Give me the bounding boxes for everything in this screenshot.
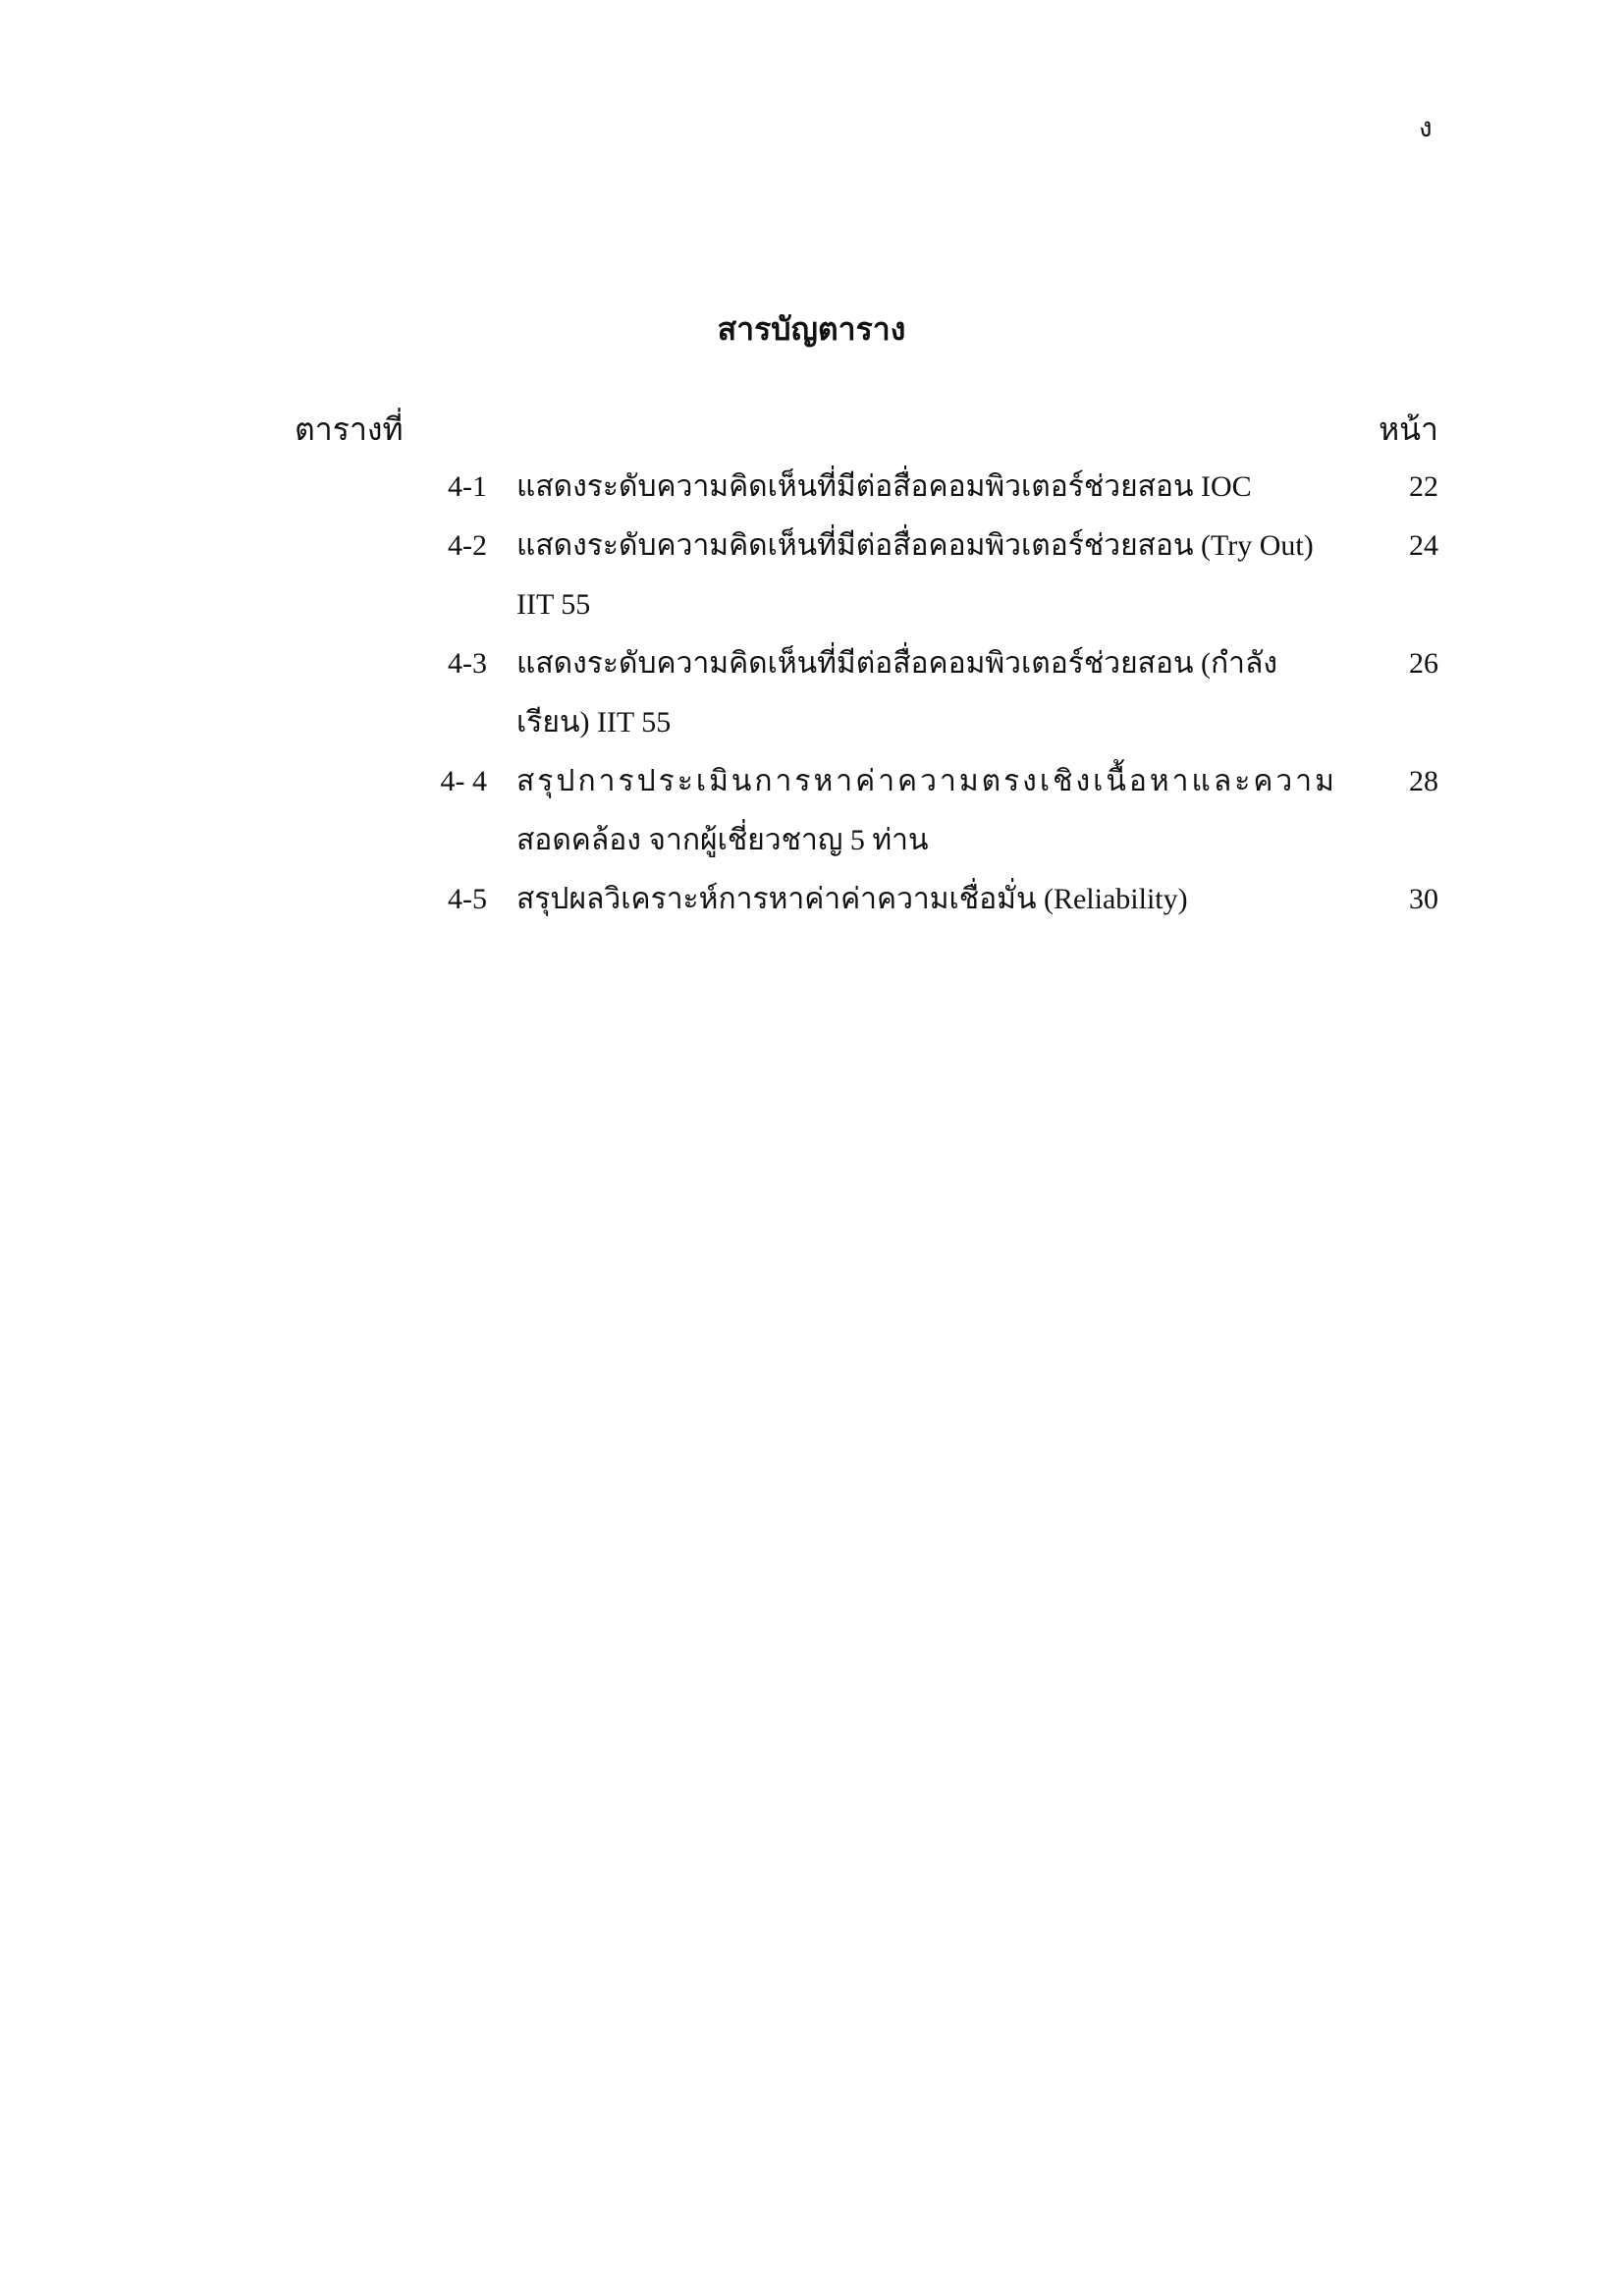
- page-number: ง: [1419, 113, 1433, 143]
- table-column-header: ตารางที่: [295, 411, 404, 447]
- toc-entry-line: แสดงระดับความคิดเห็นที่มีต่อสื่อคอมพิวเตอร์ช่วยสอน (Try Out): [516, 529, 1314, 562]
- toc-entry-page: 22: [1409, 470, 1438, 503]
- toc-entry-line: สรุปการประเมินการหาค่าความตรงเชิงเนื้อหาและความ: [516, 765, 1337, 797]
- toc-entry-text: [516, 517, 1314, 634]
- toc-entry-text: [516, 458, 1292, 517]
- toc-entry-page: 28: [1409, 765, 1438, 797]
- toc-entry-text: [516, 634, 1292, 752]
- toc-entry-line: IIT 55: [516, 588, 591, 621]
- toc-entry-line: เรียน) IIT 55: [516, 706, 672, 738]
- toc-entry-number: 4-5: [448, 883, 487, 915]
- toc-entry-number: 4-2: [448, 529, 487, 562]
- toc-entry-line: แสดงระดับความคิดเห็นที่มีต่อสื่อคอมพิวเตอร์ช่วยสอน IOC: [516, 470, 1252, 503]
- toc-entry-number: 4- 4: [440, 765, 487, 797]
- toc-entry-line: สรุปผลวิเคราะห์การหาค่าค่าความเชื่อมั่น (Reliability): [516, 883, 1188, 915]
- toc-entry-text: [516, 752, 1337, 870]
- toc-entry-line: แสดงระดับความคิดเห็นที่มีต่อสื่อคอมพิวเตอร์ช่วยสอน (กำลัง: [516, 647, 1278, 680]
- toc-entry-page: 24: [1409, 529, 1438, 562]
- toc-entry-text: [516, 870, 1292, 929]
- page-column-header: หน้า: [1379, 411, 1438, 447]
- toc-entry-number: 4-1: [448, 470, 487, 503]
- toc-entry-number: 4-3: [448, 647, 487, 680]
- toc-entry-page: 30: [1409, 883, 1438, 915]
- page-title: สารบัญตาราง: [717, 311, 906, 347]
- toc-entry-page: 26: [1409, 647, 1438, 680]
- toc-entry-line: สอดคล้อง จากผู้เชี่ยวชาญ 5 ท่าน: [516, 824, 929, 856]
